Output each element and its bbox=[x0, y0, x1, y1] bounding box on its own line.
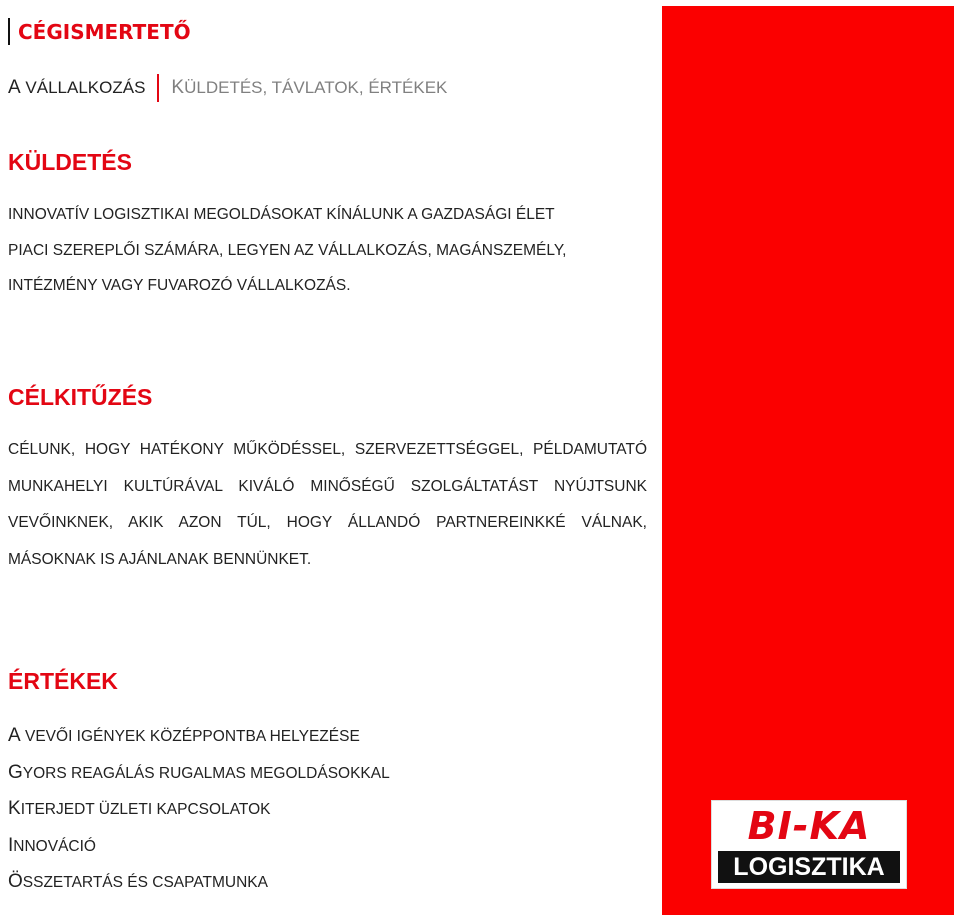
breadcrumb-separator bbox=[157, 74, 159, 102]
breadcrumb bbox=[8, 74, 447, 102]
breadcrumb-mission[interactable] bbox=[171, 77, 447, 99]
mission-heading: KÜLDETÉS bbox=[8, 149, 132, 175]
values-heading: ÉRTÉKEK bbox=[8, 668, 118, 694]
value-text: NNOVÁCIÓ bbox=[13, 837, 96, 855]
company-logo bbox=[711, 800, 907, 889]
value-item bbox=[8, 791, 390, 828]
breadcrumb-mission-rest: ÜLDETÉS, TÁVLATOK, ÉRTÉKEK bbox=[184, 78, 448, 97]
goal-text: CÉLUNK, HOGY HATÉKONY MŰKÖDÉSSEL, SZERVEZETTSÉGGEL, PÉLDAMUTATÓ MUNKAHELYI KULTÚRÁVAL KIVÁLÓ MINŐSÉGŰ SZOLGÁLTATÁST NYÚJTSUNK VEVŐINKNEK, AKIK AZON TÚL, HOGY ÁLLANDÓ PARTNEREINKKÉ VÁLNAK, MÁSOKNAK IS AJÁNLANAK BENNÜNKET. bbox=[8, 441, 647, 568]
value-initial: A bbox=[8, 725, 21, 746]
breadcrumb-company-rest: VÁLLALKOZÁS bbox=[20, 78, 146, 97]
values-list bbox=[8, 718, 390, 901]
breadcrumb-company[interactable] bbox=[8, 77, 145, 99]
value-item bbox=[8, 755, 390, 792]
value-text: ITERJEDT ÜZLETI KAPCSOLATOK bbox=[20, 801, 271, 818]
mission-text bbox=[8, 197, 566, 304]
value-initial: I bbox=[8, 834, 14, 856]
mission-line: INNOVATÍV LOGISZTIKAI MEGOLDÁSOKAT KÍNÁLUNK A GAZDASÁGI ÉLET bbox=[8, 206, 555, 223]
breadcrumb-mission-initial: K bbox=[171, 77, 185, 98]
value-item bbox=[8, 828, 390, 865]
mission-line: INTÉZMÉNY VAGY FUVAROZÓ VÁLLALKOZÁS. bbox=[8, 277, 351, 294]
logo-subtitle-text: LOGISZTIKA bbox=[718, 851, 900, 883]
red-side-panel bbox=[662, 6, 954, 915]
goal-heading: CÉLKITŰZÉS bbox=[8, 384, 153, 410]
value-item bbox=[8, 864, 390, 901]
mission-line: PIACI SZEREPLŐI SZÁMÁRA, LEGYEN AZ VÁLLALKOZÁS, MAGÁNSZEMÉLY, bbox=[8, 241, 567, 259]
value-initial: Ö bbox=[8, 871, 23, 892]
value-initial: K bbox=[8, 798, 21, 819]
page-title: CÉGISMERTETŐ bbox=[18, 19, 191, 44]
value-text: YORS REAGÁLÁS RUGALMAS MEGOLDÁSOKKAL bbox=[22, 764, 390, 782]
value-text: VEVŐI IGÉNYEK KÖZÉPPONTBA HELYEZÉSE bbox=[20, 728, 360, 745]
page-header bbox=[8, 18, 191, 45]
value-item bbox=[8, 718, 390, 755]
value-initial: G bbox=[8, 761, 23, 783]
breadcrumb-company-initial: A bbox=[8, 77, 21, 98]
value-text: SSZETARTÁS ÉS CSAPATMUNKA bbox=[22, 874, 268, 891]
logo-brand-text: BI-KA bbox=[747, 804, 871, 848]
header-divider bbox=[8, 18, 10, 45]
